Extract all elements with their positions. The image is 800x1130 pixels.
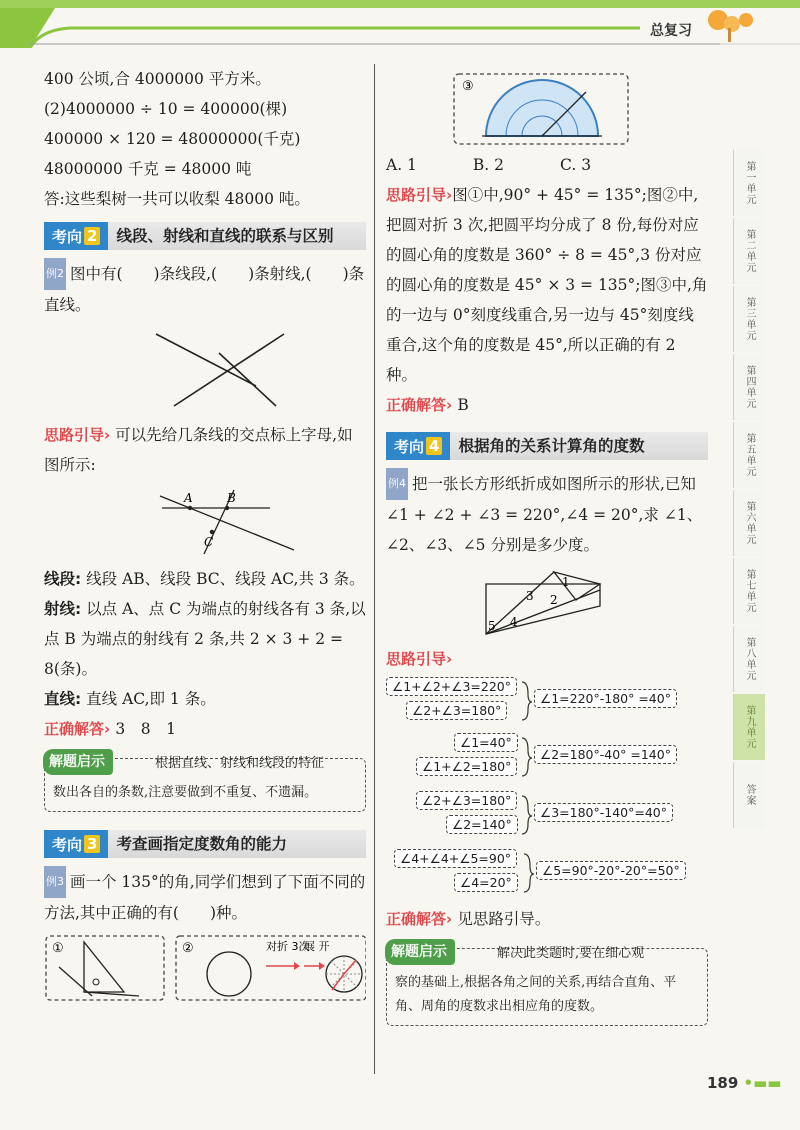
label-b: B — [227, 491, 236, 505]
tab-unit-7[interactable]: 第七单元 — [733, 558, 765, 624]
calc-1-r: ∠1=220°-180° =40° — [534, 689, 677, 708]
example-4-tag: 例4 — [386, 468, 408, 500]
tab-answers[interactable]: 答案 — [733, 762, 765, 828]
section-2-title: 线段、射线和直线的联系与区别 — [116, 227, 334, 245]
figure-crossing-lines — [44, 320, 366, 416]
tab-unit-9[interactable]: 第九单元 — [733, 694, 765, 760]
svg-text:5: 5 — [488, 619, 496, 633]
calc-2-r: ∠2=180°-40° =140° — [534, 745, 677, 764]
answer-2: 正确解答› 3 8 1 — [44, 720, 177, 738]
calc-2-a: ∠1=40° — [454, 733, 518, 752]
calc-2-b: ∠1+∠2=180° — [416, 757, 517, 776]
tab-unit-1[interactable]: 第一单元 — [733, 150, 765, 216]
section-4-tag: 考向 4 — [386, 432, 450, 460]
example-3: 例3 画一个 135°的角,同学们想到了下面不同的方法,其中正确的有( )种。 — [44, 866, 366, 928]
figure-folded-paper — [386, 560, 708, 640]
page-number: 189 •▬▬ — [707, 1074, 782, 1092]
fold-label: 对折 3次 — [266, 940, 310, 953]
solution-line-1: 400 公顷,合 4000000 平方米。 — [44, 70, 271, 88]
page-header — [0, 0, 800, 48]
tab-unit-3[interactable]: 第三单元 — [733, 286, 765, 352]
figure-labeled-lines — [44, 480, 366, 560]
options-row — [386, 150, 708, 180]
calc-1-a: ∠1+∠2+∠3=220° — [386, 677, 517, 696]
hint-2-label: 思路引导 — [44, 426, 105, 444]
calc-4-b: ∠4=20° — [454, 873, 518, 892]
tip-box-2 — [44, 754, 366, 812]
solution-line-2: (2)4000000 ÷ 10 = 400000(棵) — [44, 100, 288, 118]
answer-3: 正确解答› B — [386, 396, 469, 414]
svg-text:2: 2 — [550, 593, 558, 607]
calc-4-a: ∠4+∠4+∠5=90° — [394, 849, 517, 868]
example-4: 例4 把一张长方形纸折成如图所示的形状,已知 ∠1 + ∠2 + ∠3 = 220°,∠4 = 20°,求 ∠1、∠2、∠3、∠5 分别是多少度。 — [386, 468, 708, 560]
fig-2-label: ② — [182, 941, 194, 956]
tab-unit-6[interactable]: 第六单元 — [733, 490, 765, 556]
right-column — [386, 64, 708, 1026]
hint-4-label: 思路引导› — [386, 650, 453, 668]
label-c: C — [204, 535, 214, 549]
label-a: A — [184, 491, 193, 505]
header-title: 总复习 — [650, 23, 692, 39]
calc-braces — [386, 674, 708, 904]
fig-1-label: ① — [52, 941, 64, 956]
tab-unit-8[interactable]: 第八单元 — [733, 626, 765, 692]
tip-first-line-2: 根据直线、射线和线段的特征 — [155, 756, 325, 771]
section-2-header — [44, 222, 366, 250]
example-2: 例2 图中有( )条线段,( )条射线,( )条直线。 — [44, 258, 366, 320]
solution-answer: 答:这些梨树一共可以收梨 48000 吨。 — [44, 190, 310, 208]
tab-unit-5[interactable]: 第五单元 — [733, 422, 765, 488]
lines-text: 直线: 直线 AC,即 1 条。 — [44, 690, 216, 708]
calc-3-r: ∠3=180°-140°=40° — [534, 803, 673, 822]
svg-text:3: 3 — [526, 589, 534, 603]
svg-text:1: 1 — [562, 575, 570, 589]
solution-line-4: 48000000 千克 = 48000 吨 — [44, 160, 252, 178]
tip-rest-2: 数出各自的条数,注意要做到不重复、不遗漏。 — [53, 785, 318, 800]
tab-unit-4[interactable]: 第四单元 — [733, 354, 765, 420]
tip-box-4 — [386, 944, 708, 1026]
fig-3-label: ③ — [462, 79, 474, 94]
tip-first-line-4: 解决此类题时,要在细心观 — [497, 946, 645, 961]
unfold-label: 展 开 — [304, 940, 330, 953]
example-2-tag: 例2 — [44, 258, 66, 290]
section-2-tag: 考向 2 — [44, 222, 108, 250]
calc-3-a: ∠2+∠3=180° — [416, 791, 517, 810]
section-4-header — [386, 432, 708, 460]
column-divider — [374, 64, 375, 1074]
calc-3-b: ∠2=140° — [446, 815, 518, 834]
left-column — [44, 64, 366, 1008]
svg-text:4: 4 — [510, 615, 518, 629]
option-b: B. 2 — [472, 156, 505, 174]
option-a: A. 1 — [386, 156, 417, 174]
unit-tabs — [733, 150, 767, 830]
figure-3-protractor — [386, 64, 708, 146]
section-4-title: 根据角的关系计算角的度数 — [458, 437, 645, 455]
tip-label-2: 解题启示 — [43, 749, 113, 775]
rays-text: 射线: 以点 A、点 C 为端点的射线各有 3 条,以点 B 为端点的射线有 2 条,共 2 × 3 + 2 = 8(条)。 — [44, 600, 366, 678]
tab-unit-2[interactable]: 第二单元 — [733, 218, 765, 284]
hint-2: 思路引导› 可以先给几条线的交点标上字母,如图所示: — [44, 426, 353, 474]
calc-block — [386, 674, 708, 904]
option-c: C. 3 — [560, 156, 592, 174]
segments-text: 线段: 线段 AB、线段 BC、线段 AC,共 3 条。 — [44, 570, 365, 588]
solution-line-3: 400000 × 120 = 48000000(千克) — [44, 130, 301, 148]
calc-4-r: ∠5=90°-20°-20°=50° — [536, 861, 686, 880]
section-3-tag: 考向 3 — [44, 830, 108, 858]
calc-1-b: ∠2+∠3=180° — [406, 701, 507, 720]
tip-rest-4: 察的基础上,根据各角之间的关系,再结合直角、平角、周角的度数求出相应角的度数。 — [395, 975, 677, 1014]
hint-3: 思路引导›图①中,90° + 45° = 135°;图②中,把圆对折 3 次,把圆平均分成了 8 份,每份对应的圆心角的度数是 360° ÷ 8 = 45°,3 份对应的圆心角的度数是 45° × 3 = 135°;图③中,角的一边与 0°刻度线重合,另一边与 45°刻度线重合,这个角的度数是 45°,所以正确的有 2 种。 — [386, 186, 708, 384]
tip-label-4: 解题启示 — [385, 939, 455, 965]
section-3-header — [44, 830, 366, 858]
answer-4: 正确解答› 见思路引导。 — [386, 910, 551, 928]
example-3-tag: 例3 — [44, 866, 66, 898]
section-3-title: 考查画指定度数角的能力 — [116, 835, 287, 853]
figures-1-2 — [44, 932, 366, 1004]
